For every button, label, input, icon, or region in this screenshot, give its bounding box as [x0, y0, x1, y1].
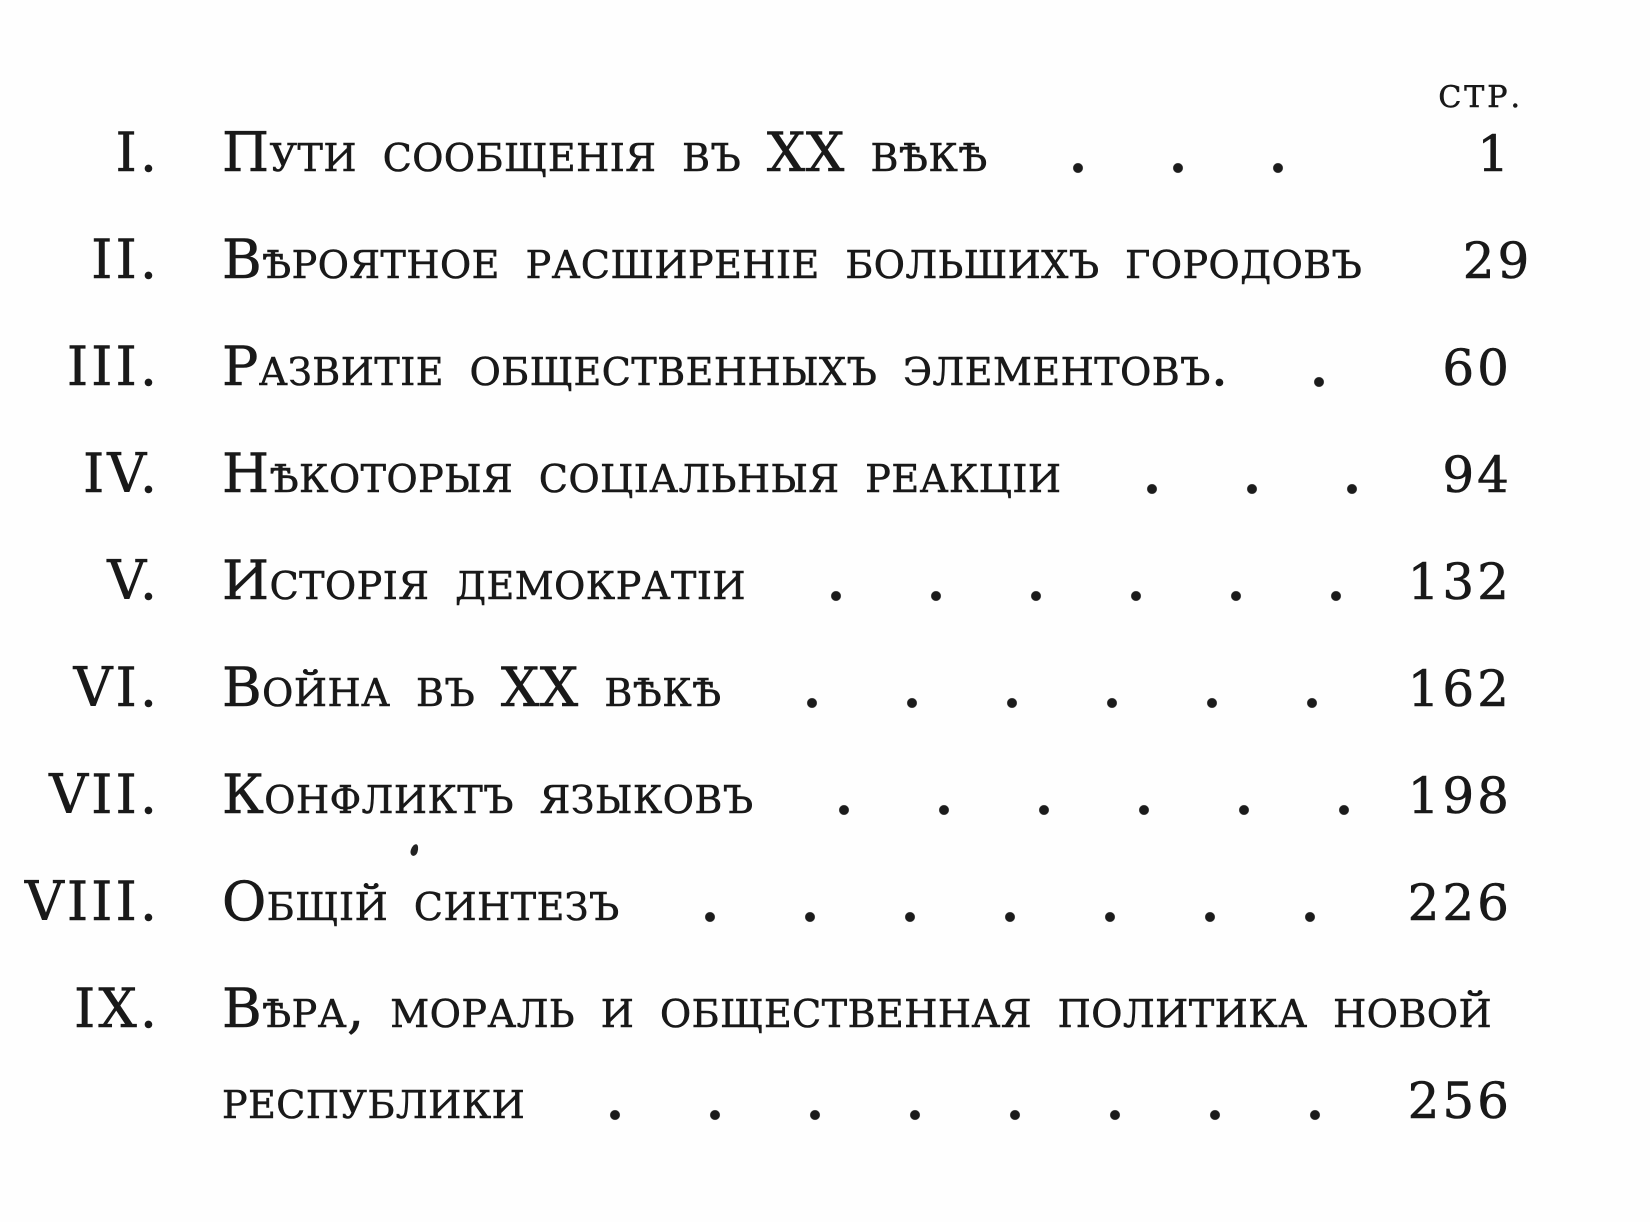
- toc-row: [0, 872, 1512, 933]
- dot-leader: [1259, 376, 1372, 388]
- chapter-numeral: II.: [91, 228, 160, 291]
- chapter-title-continuation: республики: [222, 1068, 526, 1131]
- toc-row-line-2: [0, 1070, 1512, 1131]
- page-number: 60: [1442, 339, 1512, 397]
- chapter-numeral: I.: [115, 121, 160, 184]
- toc-row: [0, 444, 1512, 505]
- dot-leader: [752, 697, 1372, 709]
- dot-leader: [650, 911, 1372, 923]
- chapter-numeral: IX.: [74, 977, 160, 1040]
- chapter-numeral: VIII.: [24, 870, 160, 933]
- chapter-numeral: VII.: [49, 763, 160, 826]
- page-number: 226: [1407, 874, 1512, 932]
- chapter-title: Общій синтезъ: [222, 870, 620, 933]
- page-number: 29: [1462, 232, 1533, 290]
- page-column-header: СТР.: [1438, 80, 1523, 115]
- page-number: 162: [1407, 660, 1512, 718]
- page-number: 94: [1442, 446, 1512, 504]
- page-number: 256: [1407, 1072, 1512, 1130]
- chapter-numeral: III.: [66, 335, 160, 398]
- chapter-title: Вѣроятное расширеніе большихъ городовъ: [222, 228, 1363, 291]
- dot-leader: [776, 590, 1372, 602]
- chapter-title: Война въ XX вѣкѣ: [222, 656, 722, 719]
- toc-row: [0, 228, 1533, 291]
- dot-leader: [1018, 162, 1372, 174]
- dot-leader: [555, 1109, 1372, 1121]
- table-of-contents: [0, 121, 1533, 1131]
- toc-row-two-line: [0, 979, 1512, 1131]
- toc-row: [0, 765, 1512, 826]
- chapter-numeral: IV.: [82, 442, 160, 505]
- toc-row: [0, 658, 1512, 719]
- page-number: 132: [1407, 553, 1512, 611]
- toc-row: [0, 551, 1512, 612]
- toc-row-line-1: [0, 979, 1512, 1039]
- dot-leader: [1092, 483, 1372, 495]
- page-number: 198: [1407, 767, 1512, 825]
- chapter-title: Исторія демократіи: [222, 549, 747, 612]
- chapter-title: Развитіе общественныхъ элементовъ.: [222, 335, 1229, 398]
- chapter-title: Нѣкоторыя соціальныя реакціи: [222, 442, 1062, 505]
- chapter-title: Вѣра, мораль и общественная политика новой: [222, 977, 1493, 1040]
- chapter-numeral: V.: [107, 549, 160, 612]
- chapter-numeral: VI.: [73, 656, 160, 719]
- dot-leader: [784, 804, 1372, 816]
- chapter-title: Пути сообщенія въ XX вѣкѣ: [222, 121, 988, 184]
- chapter-title: Конфликтъ языковъ: [222, 763, 754, 826]
- page-number: 1: [1477, 125, 1512, 183]
- toc-row: [0, 123, 1512, 184]
- toc-row: [0, 337, 1512, 398]
